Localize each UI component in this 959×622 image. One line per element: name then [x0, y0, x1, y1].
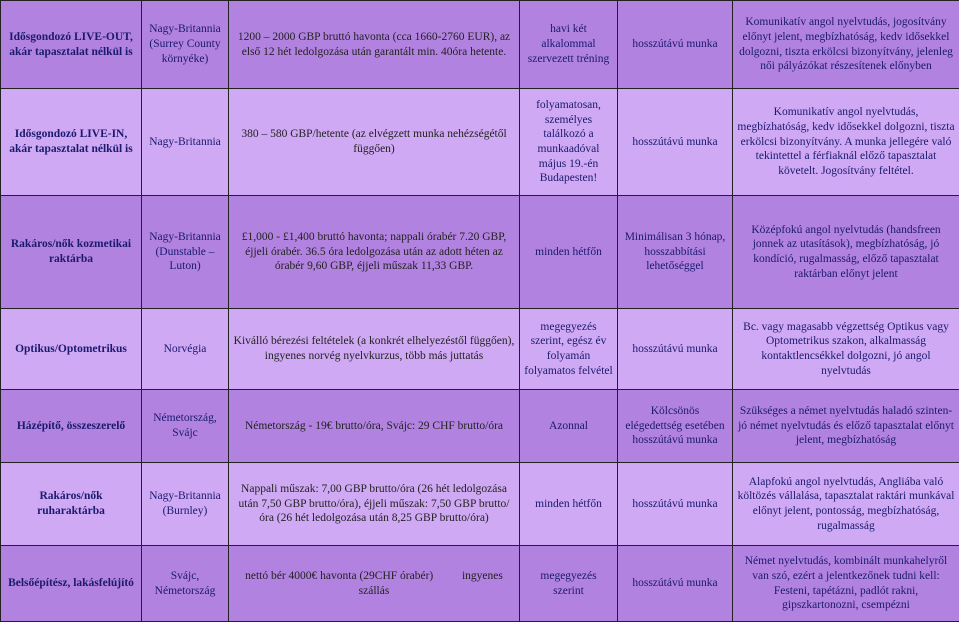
location-cell: Norvégia: [142, 309, 229, 390]
training-cell: megegyezés szerint: [520, 546, 618, 622]
duration-cell: hosszútávú munka: [618, 463, 733, 546]
training-cell: megegyezés szerint, egész év folyamán folyamatos felvétel: [520, 309, 618, 390]
requirements-cell: Komunikatív angol nyelvtudás, jogosítvány előnyt jelent, megbízhatóság, kedv idősekkel dolgozni, tiszta erkölcsi bizonyítvány, jelenleg női pályázókat részesítenek előnyben: [733, 1, 959, 89]
salary-cell: 380 – 580 GBP/hetente (az elvégzett munka nehézségétől függően): [229, 89, 520, 196]
table-row: [1, 390, 959, 463]
training-cell: folyamatosan, személyes találkozó a munkaadóval május 19.-én Budapesten!: [520, 89, 618, 196]
salary-cell: Nappali műszak: 7,00 GBP brutto/óra (26 hét ledolgozása után 7,50 GBP brutto/óra), éjjeli műszak: 7,50 GBP brutto/óra (26 hét ledolgozása után 8,25 GBP brutto/óra): [229, 463, 520, 546]
position-cell: Rakáros/nők kozmetikai raktárba: [1, 196, 142, 309]
salary-cell: nettó bér 4000€ havonta (29CHF órabér) ingyenes szállás: [229, 546, 520, 622]
table-row: [1, 546, 959, 622]
position-cell: Rakáros/nők ruharaktárba: [1, 463, 142, 546]
duration-cell: hosszútávú munka: [618, 89, 733, 196]
salary-cell: 1200 – 2000 GBP bruttó havonta (cca 1660-2760 EUR), az első 12 hét ledolgozása után garantált min. 40óra hetente.: [229, 1, 520, 89]
requirements-cell: Bc. vagy magasabb végzettség Optikus vagy Optometrikus szakon, alkalmasság kontaktlencsékkel dolgozni, jó angol nyelvtudás: [733, 309, 959, 390]
position-cell: Idősgondozó LIVE-IN, akár tapasztalat nélkül is: [1, 89, 142, 196]
salary-cell: £1,000 - £1,400 bruttó havonta; nappali órabér 7.20 GBP, éjjeli órabér. 36.5 óra ledolgozása után az adott héten az órabér 9,60 GBP, éjjeli műszak 11,33 GBP.: [229, 196, 520, 309]
salary-cell: Kiválló bérezési feltételek (a konkrét elhelyezéstől függően), ingyenes norvég nyelvkurzus, több más juttatás: [229, 309, 520, 390]
position-cell: Belsőépítész, lakásfelújító: [1, 546, 142, 622]
table-row: [1, 196, 959, 309]
duration-cell: hosszútávú munka: [618, 309, 733, 390]
position-cell: Házépítő, összeszerelő: [1, 390, 142, 463]
table-row: [1, 1, 959, 89]
requirements-cell: Alapfokú angol nyelvtudás, Angliába való költözés vállalása, tapasztalat raktári munkával előnyt jelent, pontosság, megbízhatóság, rugalmasság: [733, 463, 959, 546]
training-cell: minden hétfőn: [520, 463, 618, 546]
location-cell: Svájc, Németország: [142, 546, 229, 622]
table-row: [1, 89, 959, 196]
training-cell: Azonnal: [520, 390, 618, 463]
requirements-cell: Német nyelvtudás, kombinált munkahelyről van szó, ezért a jelentkezőnek tudni kell: Festeni, tapétázni, padlót rakni, gipszkartonozni, csempézni: [733, 546, 959, 622]
location-cell: Nagy-Britannia (Burnley): [142, 463, 229, 546]
table-row: [1, 309, 959, 390]
table-row: [1, 463, 959, 546]
location-cell: Nagy-Britannia (Dunstable – Luton): [142, 196, 229, 309]
requirements-cell: Középfokú angol nyelvtudás (handsfreen jonnek az utasítások), megbízhatóság, jó kondíció, rugalmasság, előző tapasztalat raktárban előnyt jelent: [733, 196, 959, 309]
requirements-cell: Komunikatív angol nyelvtudás, megbízhatóság, kedv idősekkel dolgozni, tiszta erkölcsi bizonyítvány. A munka jellegére való tekintettel a férfiaknál előző tapasztalat követelt. Jogosítvány feltétel.: [733, 89, 959, 196]
training-cell: minden hétfőn: [520, 196, 618, 309]
location-cell: Nagy-Britannia: [142, 89, 229, 196]
duration-cell: hosszútávú munka: [618, 546, 733, 622]
duration-cell: Minimálisan 3 hónap, hosszabbítási lehetőséggel: [618, 196, 733, 309]
duration-cell: hosszútávú munka: [618, 1, 733, 89]
training-cell: havi két alkalommal szervezett tréning: [520, 1, 618, 89]
duration-cell: Kölcsönös elégedettség esetében hosszútávú munka: [618, 390, 733, 463]
location-cell: Nagy-Britannia (Surrey County környéke): [142, 1, 229, 89]
position-cell: Optikus/Optometrikus: [1, 309, 142, 390]
position-cell: Idősgondozó LIVE-OUT, akár tapasztalat nélkül is: [1, 1, 142, 89]
requirements-cell: Szükséges a német nyelvtudás haladó szinten- jó német nyelvtudás és előző tapasztalat előnyt jelent, megbízhatóság: [733, 390, 959, 463]
salary-cell: Németország - 19€ brutto/óra, Svájc: 29 CHF brutto/óra: [229, 390, 520, 463]
location-cell: Németország, Svájc: [142, 390, 229, 463]
